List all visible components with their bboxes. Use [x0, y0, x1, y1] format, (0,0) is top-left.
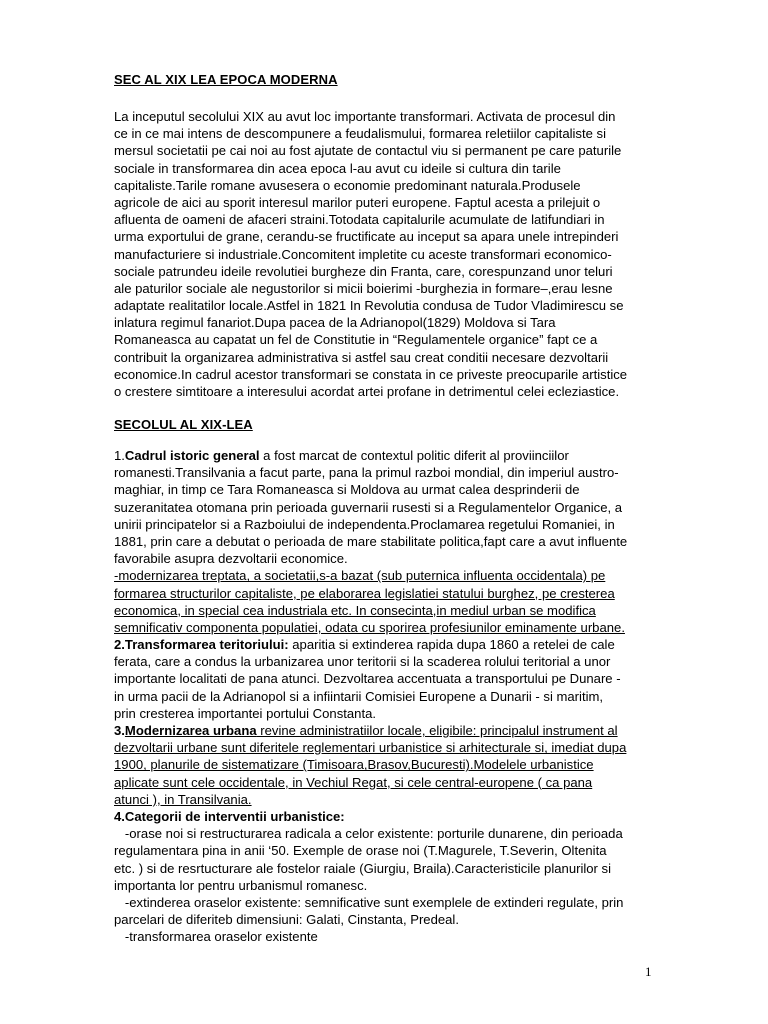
point-4-heading: 4.Categorii de interventii urbanistice:	[114, 808, 345, 824]
text-line: urma exportului de grane, cerandu-se fructificate au inceput sa apara unele intrepinderi	[114, 229, 619, 245]
text-line: afluenta de oameni de afaceri straini.Totodata capitalurile acumulate de latifundiari in	[114, 212, 605, 228]
text-line: favorabile asupra dezvoltarii economice.	[114, 551, 348, 567]
section-body	[114, 447, 659, 945]
point-3-number: 3.	[114, 723, 125, 738]
text-line: ferata, care a condus la urbanizarea unor teritorii si la scaderea rolului teritorial a unor	[114, 654, 611, 670]
point-2-first-line	[114, 636, 659, 653]
text-line: 1881, prin care a debutat o perioada de mare stabilitate politica,fapt care a avut influente	[114, 533, 628, 549]
point-1-heading: Cadrul istoric general	[124, 448, 260, 463]
text-line: maghiar, in timp ce Tara Romaneasca si Moldova au urmat calea desprinderii de	[114, 482, 580, 498]
text-line: inlatura regimul fanariot.Dupa pacea de la Adrianopol(1829) Moldova si Tara	[114, 315, 556, 331]
text-line: capitaliste.Tarile romane avusesera o economie predominant naturala.Produsele	[114, 177, 581, 193]
point-3-text: revine administratiilor locale, eligibile: principalul instrument al	[256, 723, 618, 738]
underlined-line: atunci ), in Transilvania.	[114, 791, 252, 807]
point-1-number: 1.	[114, 448, 125, 463]
text-line: economice.In cadrul acestor transformari se constata in ce priveste preocuparile artistice	[114, 366, 628, 382]
point-2-text: aparitia si extinderea rapida dupa 1860 a retelei de cale	[288, 637, 615, 653]
text-line: -orase noi si restructurarea radicala a celor existente: porturile dunarene, din perioada	[114, 826, 623, 842]
text-line: -extinderea oraselor existente: semnificative sunt exemplele de extinderi regulate, prin	[114, 894, 624, 910]
text-line: o crestere simtitoare a interesului acordat artei profane in detrimentul celei ecleziastice.	[114, 384, 620, 399]
text-line: in urma pacii de la Adrianopol si a infiintarii Comisiei Europene a Dunarii - si maritim,	[114, 688, 604, 704]
underlined-line: -modernizarea treptata, a societatii,s-a bazat (sub puternica influenta occidentala) pe	[114, 568, 606, 584]
underlined-line: formarea structurilor capitaliste, pe elaborarea legislatiei statului burghez, pe cresterea	[114, 585, 615, 601]
text-line: importante localitati de pana atunci. Dezvoltarea accentuata a transportului pe Dunare -	[114, 671, 621, 687]
point-1-first-line	[114, 447, 659, 464]
section-title-secolul-xix: SECOLUL AL XIX-LEA	[114, 417, 253, 432]
text-line: La inceputul secolului XIX au avut loc importante transformari. Activata de procesul din	[114, 109, 616, 124]
point-1-text: a fost marcat de contextul politic diferit al proviinciilor	[259, 448, 569, 463]
text-line: suzeranitatea otomana prin perioada guvernarii rusesti si a Regulamentelor Organice, a	[114, 499, 623, 515]
page-number: 1	[645, 964, 652, 979]
text-line: mersul societatii pe cai noi au fost ajutate de contactul viu si permanent pe care paturile	[114, 143, 622, 159]
text-line: ale paturilor sociale ale negustorilor si micii boierimi -burghezia in formare–,erau lesne	[114, 280, 613, 296]
text-line: Romaneasca au capatat un fel de Constitutie in “Regulamentele organice” fapt ce a	[114, 332, 598, 348]
text-line: -transformarea oraselor existente	[114, 929, 318, 945]
text-line: contribuit la organizarea administrativa si astfel sau creat conditii necesare dezvoltarii	[114, 349, 609, 365]
text-line: unirii principatelor si a Razboiului de independenta.Proclamarea regetului Romaniei, in	[114, 516, 615, 532]
underlined-line: dezvoltarii urbane sunt diferitele reglementari urbanistice si arhitecturale si, imediat dupa	[114, 740, 627, 756]
text-line: importanta lor pentru urbanismul romanesc.	[114, 877, 368, 893]
text-line: parcelari de diferiteb dimensiuni: Galati, Cinstanta, Predeal.	[114, 912, 459, 928]
intro-paragraph	[114, 108, 659, 400]
text-line: agricole de aici au sporit interesul marilor puteri europene. Faptul acesta a prilejuit o	[114, 194, 601, 210]
text-line: prin cresterea importantei portului Constanta.	[114, 705, 377, 721]
text-line: romanesti.Transilvania a facut parte, pana la primul razboi mondial, din imperiul austro-	[114, 465, 619, 481]
section-title-epoca-moderna: SEC AL XIX LEA EPOCA MODERNA	[114, 72, 338, 87]
text-line: manufacturiere si industriale.Concomitent impletite cu aceste transformari economico-	[114, 246, 612, 262]
text-line: ce in ce mai intens de descompunere a feudalismului, formarea reletiilor capitaliste si	[114, 126, 606, 142]
text-line: sociale in transformarea din acea epoca l-au avut cu ideile si cultura din tarile	[114, 160, 561, 176]
point-3-heading: Modernizarea urbana	[124, 723, 257, 738]
text-line: regulamentara pina in anii ‘50. Exemple de orase noi (T.Magurele, T.Severin, Oltenita	[114, 843, 607, 859]
point-3-first-line	[114, 722, 659, 739]
point-2-heading: 2.Transformarea teritoriului:	[114, 637, 289, 653]
underlined-line: aplicate sunt cele occidentale, in Vechiul Regat, si cele central-europene ( ca pana	[114, 774, 593, 790]
underlined-line: 1900, planurile de sistematizare (Timisoara,Brasov,Bucuresti).Modelele urbanistice	[114, 757, 594, 773]
text-line: etc. ) si de resrtucturare ale fostelor raiale (Giurgiu, Braila).Caracteristicile planurilor si	[114, 860, 612, 876]
underlined-line: economica, in special cea industriala etc. In consecinta,in mediul urban se modifica	[114, 602, 596, 618]
text-line: sociale patrundeu ideile revolutiei burgheze din Franta, care, corespunzand unor teluri	[114, 263, 613, 279]
underlined-line: semnificativ componenta populatiei, odata cu sporirea profesiunilor eminamente urbane.	[114, 619, 625, 635]
text-line: adaptate realitatilor locale.Astfel in 1821 In Revolutia condusa de Tudor Vladimirescu se	[114, 298, 624, 314]
